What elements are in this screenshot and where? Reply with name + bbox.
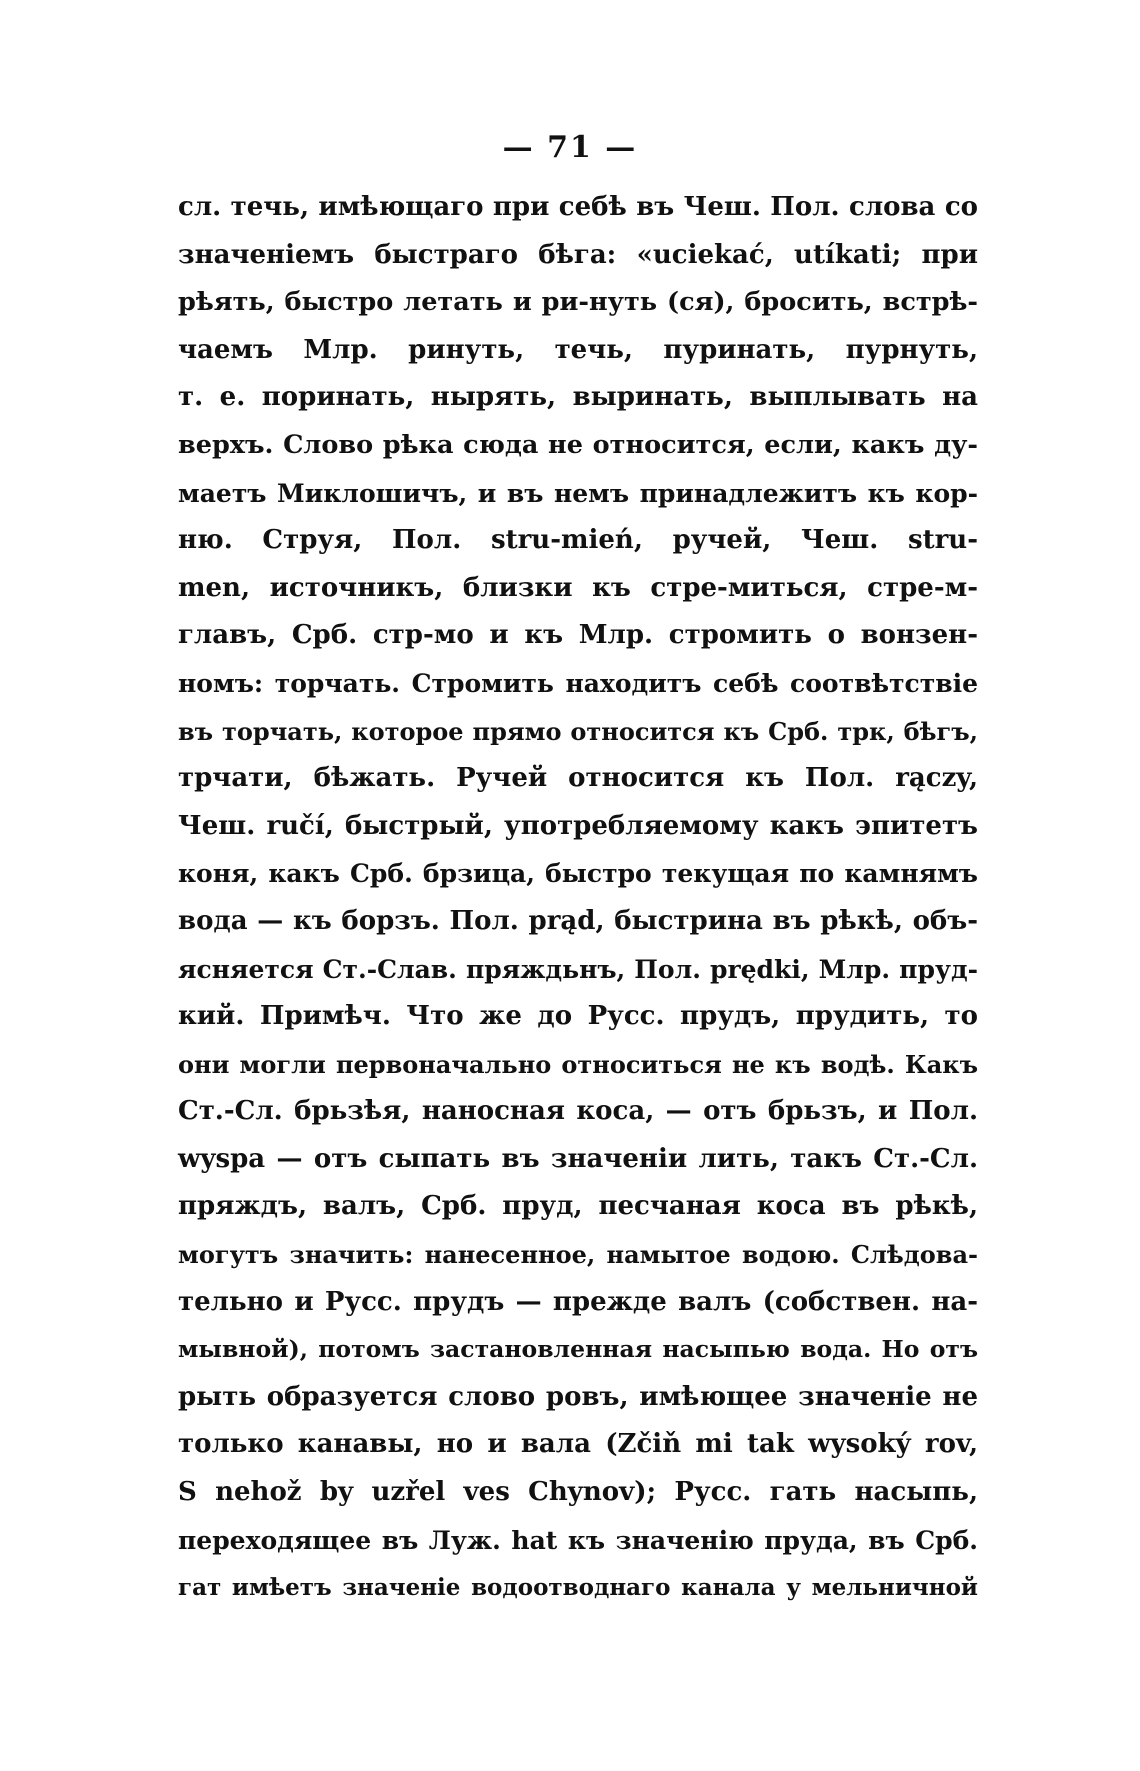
text-line: трчати, бѣжать. Ручей относится къ Пол. rączy,: [178, 763, 978, 794]
page-number: — 71 —: [502, 130, 638, 165]
text-line: чаемъ Млр. ринуть, течь, пуринать, пурнуть,: [178, 334, 978, 365]
text-line: пряждъ, валъ, Срб. пруд, песчаная коса въ рѣкѣ,: [178, 1191, 978, 1222]
text-line: men, источникъ, близки къ стре-миться, стре-м-: [178, 572, 978, 603]
text-line: мывной), потомъ застановленная насыпью вода. Но отъ: [178, 1335, 978, 1364]
text-line: верхъ. Слово рѣка сюда не относится, если, какъ ду-: [178, 429, 978, 460]
text-line: могутъ значить: нанесенное, намытое водою. Слѣдова-: [178, 1240, 978, 1270]
text-line: Чеш. ručí, быстрый, употребляемому какъ эпитетъ: [178, 810, 978, 841]
text-line: главъ, Срб. стр-мо и къ Млр. стромить о вонзен-: [178, 620, 978, 651]
text-line: въ торчать, которое прямо относится къ Срб. трк, бѣгъ,: [178, 716, 978, 746]
text-line: тельно и Русс. прудъ — прежде валъ (собствен. на-: [178, 1286, 978, 1317]
text-line: ясняется Ст.-Слав. пряждьнъ, Пол. prędki, Млр. пруд-: [178, 954, 978, 984]
text-line: гат имѣетъ значеніе водоотводнаго канала у мельничной: [178, 1574, 978, 1602]
body-text: [178, 184, 978, 1612]
text-line: значеніемъ быстраго бѣга: «uciekać, utíkati; при: [178, 239, 978, 270]
text-line: wyspa — отъ сыпать въ значеніи лить, такъ Ст.-Сл.: [178, 1143, 978, 1174]
text-line: коня, какъ Срб. брзица, быстро текущая по камнямъ: [178, 859, 978, 889]
text-line: номъ: торчать. Стромить находитъ себѣ соотвѣтствіе: [178, 668, 978, 698]
text-line: только канавы, но и вала (Zčiň mi tak wysoký rov,: [178, 1429, 978, 1460]
text-line: Ст.-Сл. брьзѣя, наносная коса, — отъ брьзъ, и Пол.: [178, 1096, 978, 1127]
text-line: рѣять, быстро летать и ри-нуть (ся), бросить, встрѣ-: [178, 287, 978, 318]
text-line: кий. Примѣч. Что же до Русс. прудъ, прудить, то: [178, 1001, 978, 1032]
text-line: переходящее въ Луж. hat къ значенію пруда, въ Срб.: [178, 1525, 978, 1555]
text-line: рыть образуется слово ровъ, имѣющее значеніе не: [178, 1381, 978, 1412]
text-line: т. е. поринать, нырять, выринать, выплывать на: [178, 382, 978, 413]
text-line: S nehož by uzřel ves Chynov); Русс. гать насыпь,: [178, 1477, 978, 1508]
text-line: сл. течь, имѣющаго при себѣ въ Чеш. Пол. слова со: [178, 192, 978, 222]
text-line: маетъ Миклошичъ, и въ немъ принадлежитъ къ кор-: [178, 478, 978, 508]
text-line: вода — къ борзъ. Пол. prąd, быстрина въ рѣкѣ, объ-: [178, 905, 978, 936]
text-line: ню. Струя, Пол. stru-mień, ручей, Чеш. stru-: [178, 525, 978, 556]
text-line: они могли первоначально относиться не къ водѣ. Какъ: [178, 1049, 978, 1079]
